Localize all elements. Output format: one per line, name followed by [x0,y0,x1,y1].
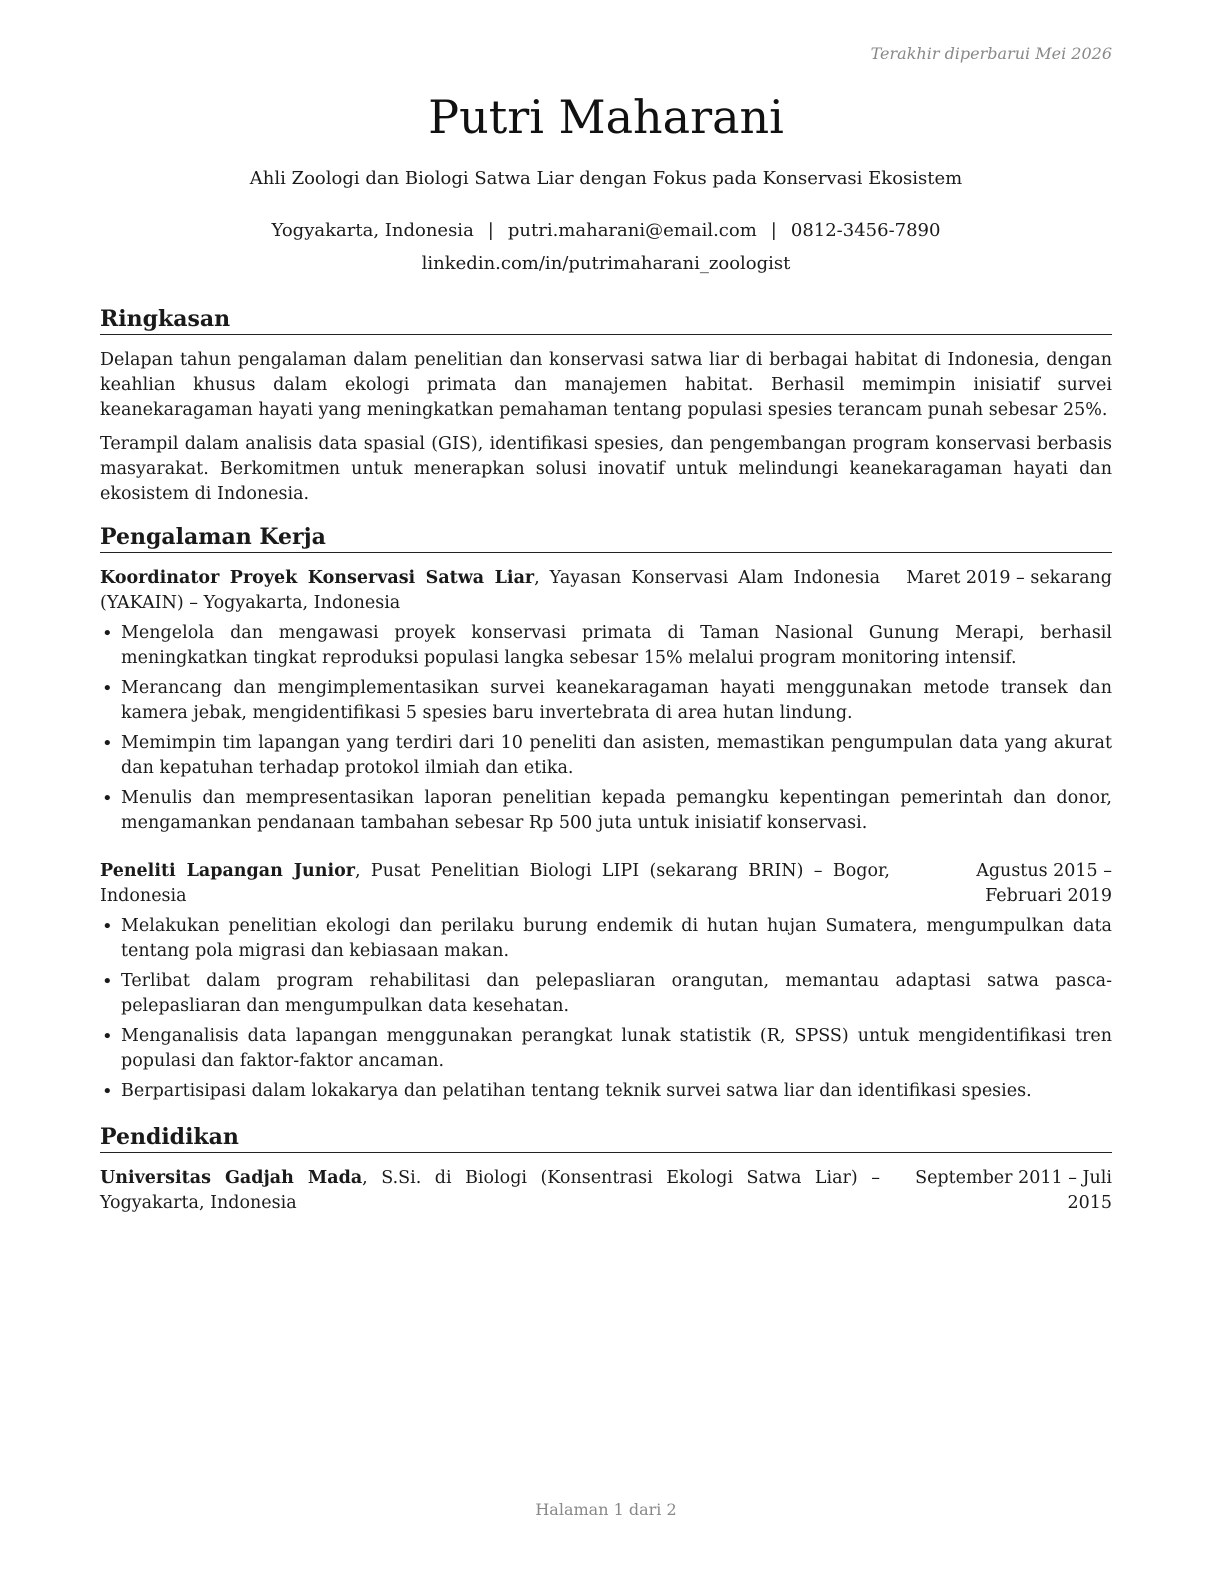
contact-separator: | [770,220,777,241]
section-title-education: Pendidikan [100,1123,1112,1153]
education-school-degree [100,1166,880,1216]
summary-paragraph: Delapan tahun pengalaman dalam penelitian dan konservasi satwa liar di berbagai habitat di Indonesia, dengan keahlian khusus dalam ekologi primata dan manajemen habitat. Berhasil memimpin inisiatif survei keanekaragaman hayati yang meningkatkan pemahaman tentang populasi spesies terancam punah sebesar 25%. [100,350,1112,420]
list-item: • Merancang dan mengimplementasikan survei keanekaragaman hayati menggunakan metode transek dan kamera jebak, mengidentifikasi 5 spesies baru invertebrata di area hutan lindung. [100,676,1112,726]
job-header [100,859,1112,909]
last-updated-note: Terakhir diperbarui Mei 2026 [870,44,1112,63]
list-item: • Menganalisis data lapangan menggunakan perangkat lunak statistik (R, SPSS) untuk mengidentifikasi tren populasi dan faktor-faktor ancaman. [100,1024,1112,1074]
contact-separator: | [487,220,494,241]
list-item: • Mengelola dan mengawasi proyek konservasi primata di Taman Nasional Gunung Merapi, berhasil meningkatkan tingkat reproduksi populasi langka sebesar 15% melalui program monitoring intensif. [100,621,1112,671]
education-detail: , S.Si. di Biologi (Konsentrasi Ekologi Satwa Liar) – Yogyakarta, Indonesia [100,1168,880,1213]
page-number: Halaman 1 dari 2 [535,1500,677,1519]
list-item: • Terlibat dalam program rehabilitasi dan pelepasliaran orangutan, memantau adaptasi satwa pasca-pelepasliaran dan mengumpulkan data kesehatan. [100,969,1112,1019]
job-organization: , Pusat Penelitian Biologi LIPI (sekarang BRIN) – Bogor, Indonesia [100,861,890,906]
list-item: • Memimpin tim lapangan yang terdiri dari 10 peneliti dan asisten, memastikan pengumpulan data yang akurat dan kepatuhan terhadap protokol ilmiah dan etika. [100,731,1112,781]
candidate-subtitle: Ahli Zoologi dan Biologi Satwa Liar dengan Fokus pada Konservasi Ekosistem [249,168,963,189]
contact-line [100,220,1112,241]
linkedin-text: linkedin.com/in/putrimaharani_zoologist [421,253,791,274]
candidate-name: Putri Maharani [428,90,784,144]
job-dates: Maret 2019 – sekarang [906,568,1112,588]
resume-page [100,0,1112,1584]
job-bullet-list [100,914,1112,1109]
phone-text: 0812-3456-7890 [790,220,941,241]
list-item: • Melakukan penelitian ekologi dan perilaku burung endemik di hutan hujan Sumatera, mengumpulkan data tentang pola migrasi dan kebiasaan makan. [100,914,1112,964]
job-role: Koordinator Proyek Konservasi Satwa Liar [100,568,535,588]
list-item: • Berpartisipasi dalam lokakarya dan pelatihan tentang teknik survei satwa liar dan identifikasi spesies. [100,1079,1112,1104]
list-item: • Menulis dan mempresentasikan laporan penelitian kepada pemangku kepentingan pemerintah dan donor, mengamankan pendanaan tambahan sebesar Rp 500 juta untuk inisiatif konservasi. [100,786,1112,836]
email-text: putri.maharani@email.com [507,220,757,241]
job-dates: Agustus 2015 – Februari 2019 [976,861,1112,906]
job-title-org [100,566,880,616]
location-text: Yogyakarta, Indonesia [271,220,474,241]
job-title-org [100,859,890,909]
section-title-experience: Pengalaman Kerja [100,523,1112,553]
summary-paragraph: Terampil dalam analisis data spasial (GIS), identifikasi spesies, dan pengembangan program konservasi berbasis masyarakat. Berkomitmen untuk menerapkan solusi inovatif untuk melindungi keanekaragaman hayati dan ekosistem di Indonesia. [100,434,1112,504]
job-header [100,566,1112,616]
education-header [100,1166,1112,1216]
section-title-summary: Ringkasan [100,305,1112,335]
education-dates: September 2011 – Juli 2015 [915,1168,1112,1213]
job-bullet-list [100,621,1112,841]
education-school: Universitas Gadjah Mada [100,1168,363,1188]
job-role: Peneliti Lapangan Junior [100,861,355,881]
job-organization: , Yayasan Konservasi Alam Indonesia (YAKAIN) – Yogyakarta, Indonesia [100,568,881,613]
